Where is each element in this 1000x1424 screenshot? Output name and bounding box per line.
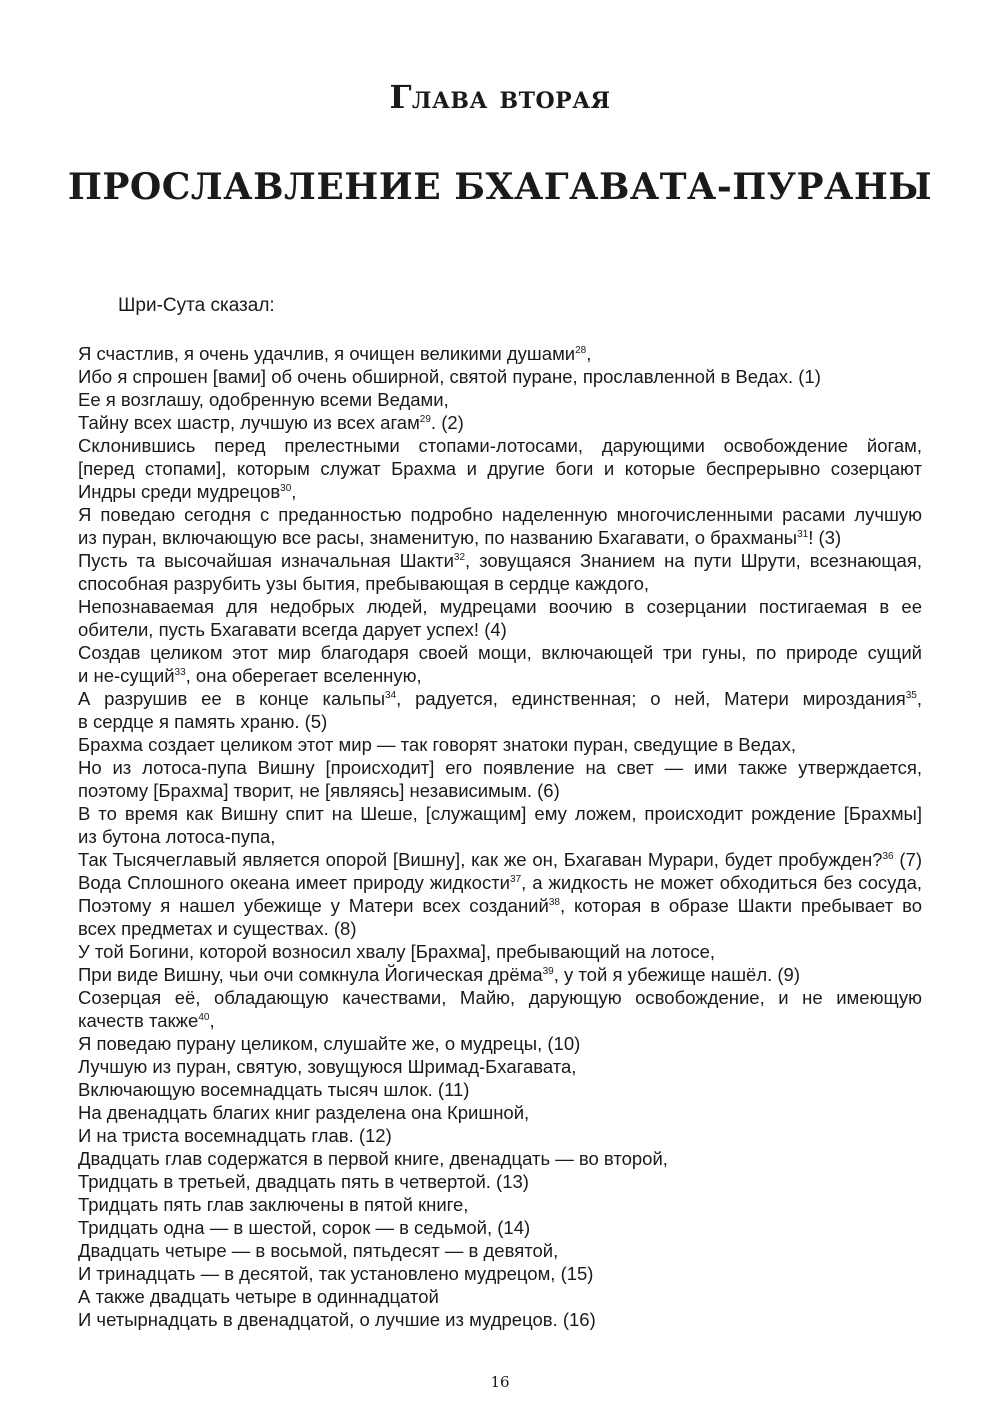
chapter-label: Глава вторая xyxy=(389,78,611,116)
verse-line: Двадцать глав содержатся в первой книге, двенадцать — во второй, xyxy=(78,1148,668,1169)
verse-line: Индры среди мудрецов$^{30}$, xyxy=(78,481,297,502)
verse-line: Пусть та высочайшая изначальная Шакти$^{32}$, зовущаяся Знанием на пути Шрути, всезнающая, xyxy=(78,550,923,571)
verse-line: Я счастлив, я очень удачлив, я очищен великими душами$^{28}$, xyxy=(78,343,592,364)
verse-line: Тридцать пять глав заключены в пятой книге, xyxy=(78,1194,469,1215)
verse-line: При виде Вишну, чьи очи сомкнула Йогическая дрёма$^{39}$, у той я убежище нашёл. (9) xyxy=(78,964,801,985)
verse-line: Непознаваемая для недобрых людей, мудрецами воочию в созерцании постигаемая в ее xyxy=(78,596,922,617)
footnote-marker: 38 xyxy=(548,897,560,908)
verse-line: Склонившись перед прелестными стопами-лотосами, дарующими освобождение йогам, xyxy=(78,435,922,456)
footnote-marker: 33 xyxy=(174,667,186,678)
verse-line: обители, пусть Бхагавати всегда дарует успех! (4) xyxy=(78,619,507,640)
verse-line: способная разрубить узы бытия, пребывающая в сердце каждого, xyxy=(78,573,650,594)
verse-line: Ее я возглашу, одобренную всеми Ведами, xyxy=(78,389,449,410)
footnote-marker: 36 xyxy=(882,851,894,862)
verse-line: Так Тысячеглавый является опорой [Вишну], как же он, Бхагаван Мурари, будет пробужден?$^{36}$ (7) xyxy=(78,849,923,870)
verse-line: И четырнадцать в двенадцатой, о лучшие из мудрецов. (16) xyxy=(78,1309,596,1330)
verse-line: всех предметах и существах. (8) xyxy=(78,918,357,939)
footnote-marker: 32 xyxy=(453,552,466,563)
verse-line: Созерцая её, обладающую качествами, Майю, дарующую освобождение, и не имеющую xyxy=(78,987,922,1008)
verse-line: Тайну всех шастр, лучшую из всех агам$^{29}$. (2) xyxy=(78,412,464,433)
verse-line: Лучшую из пуран, святую, зовущуюся Шримад-Бхагавата, xyxy=(78,1056,577,1077)
verse-line: качеств также$^{40}$, xyxy=(78,1010,215,1031)
verse-line: Поэтому я нашел убежище у Матери всех созданий$^{38}$, которая в образе Шакти пребывает во xyxy=(78,895,922,916)
verse-line: И на триста восемнадцать глав. (12) xyxy=(78,1125,392,1146)
verse-body xyxy=(78,342,922,1331)
verse-line: И тринадцать — в десятой, так установлено мудрецом, (15) xyxy=(78,1263,594,1284)
verse-line: У той Богини, которой возносил хвалу [Брахма], пребывающий на лотосе, xyxy=(78,941,715,962)
verse-line: Двадцать четыре — в восьмой, пятьдесят — в девятой, xyxy=(78,1240,559,1261)
speaker-line: Шри-Сута сказал: xyxy=(118,295,275,316)
footnote-marker: 34 xyxy=(385,690,397,701)
footnote-marker: 30 xyxy=(280,483,292,494)
chapter-title: ПРОСЛАВЛЕНИЕ БХАГАВАТА-ПУРАНЫ xyxy=(67,166,933,208)
verse-line: [перед стопами], которым служат Брахма и другие боги и которые беспрерывно созерцают xyxy=(78,458,922,479)
verse-line: поэтому [Брахма] творит, не [являясь] независимым. (6) xyxy=(78,780,560,801)
footnote-marker: 40 xyxy=(198,1012,210,1023)
verse-line: в сердце я память храню. (5) xyxy=(78,711,328,732)
verse-line: Я поведаю сегодня с преданностью подробно наделенную многочисленными расами лучшую xyxy=(78,504,922,525)
verse-line: А также двадцать четыре в одиннадцатой xyxy=(78,1286,439,1307)
verse-line: и не-сущий$^{33}$, она оберегает вселенную, xyxy=(78,665,422,686)
verse-line: Включающую восемнадцать тысяч шлок. (11) xyxy=(78,1079,470,1100)
footnote-marker: 37 xyxy=(510,874,522,885)
footnote-marker: 28 xyxy=(575,345,587,356)
page-number: 16 xyxy=(490,1373,510,1391)
verse-line: из бутона лотоса-пупа, xyxy=(78,826,276,847)
footnote-marker: 39 xyxy=(542,966,554,977)
verse-line: из пуран, включающую все расы, знаменитую, по названию Бхагавати, о брахманы$^{31}$! (3) xyxy=(78,527,842,548)
footnote-marker: 31 xyxy=(797,529,809,540)
verse-line: А разрушив ее в конце кальпы$^{34}$, радуется, единственная; о ней, Матери мироздания$^{35}$, xyxy=(78,688,923,709)
verse-line: Вода Сплошного океана имеет природу жидкости$^{37}$, а жидкость не может обходиться без сосуда, xyxy=(78,872,922,893)
verse-line: Создав целиком этот мир благодаря своей мощи, включающей три гуны, по природе сущий xyxy=(78,642,922,663)
verse-line: Тридцать одна — в шестой, сорок — в седьмой, (14) xyxy=(78,1217,531,1238)
verse-line: На двенадцать благих книг разделена она Кришной, xyxy=(78,1102,530,1123)
verse-line: Тридцать в третьей, двадцать пять в четвертой. (13) xyxy=(78,1171,529,1192)
verse-line: Ибо я спрошен [вами] об очень обширной, святой пуране, прославленной в Ведах. (1) xyxy=(78,366,821,387)
verse-line: Я поведаю пурану целиком, слушайте же, о мудрецы, (10) xyxy=(78,1033,581,1054)
verse-line: В то время как Вишну спит на Шеше, [служащим] ему ложем, происходит рождение [Брахмы] xyxy=(78,803,922,824)
verse-line: Но из лотоса-пупа Вишну [происходит] его появление на свет — ими также утверждается, xyxy=(78,757,922,778)
footnote-marker: 29 xyxy=(419,414,431,425)
footnote-marker: 35 xyxy=(905,690,917,701)
verse-line: Брахма создает целиком этот мир — так говорят знатоки пуран, сведущие в Ведах, xyxy=(78,734,796,755)
